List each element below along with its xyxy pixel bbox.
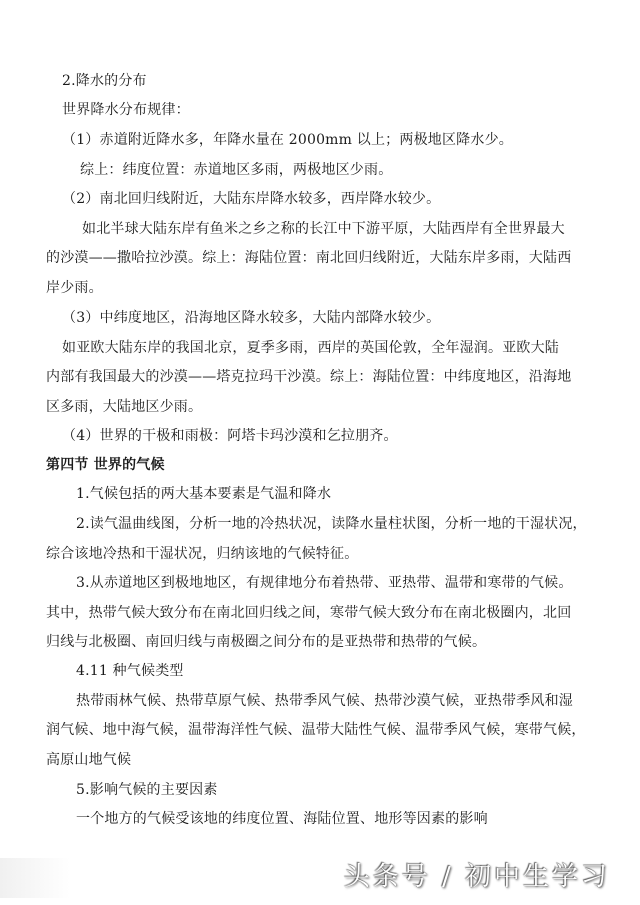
text-line-18: 3.从赤道地区到极地地区，有规律地分布着热带、亚热带、温带和寒带的气候。: [76, 575, 573, 591]
text-line-15: 1.气候包括的两大基本要素是气温和降水: [76, 486, 332, 502]
text-line-20: 归线与北极圈、南回归线与南极圈之间分布的是亚热带和热带的气候。: [46, 634, 487, 650]
section-heading: 第四节 世界的气候: [46, 457, 165, 473]
text-line-23: 润气候、地中海气候，温带海洋性气候、温带大陆性气候、温带季风气候，寒带气候，: [46, 722, 586, 738]
scan-artifact: [0, 858, 70, 898]
text-line-7: 的沙漠——撒哈拉沙漠。综上：海陆位置：南北回归线附近，大陆东岸多雨，大陆西: [46, 250, 572, 266]
text-line-22: 热带雨林气候、热带草原气候、热带季风气候、热带沙漠气候，亚热带季风和湿: [76, 693, 573, 709]
text-line-8: 岸少雨。: [46, 280, 103, 296]
text-line-4: 综上：纬度位置：赤道地区多雨，两极地区少雨。: [80, 162, 393, 178]
text-line-16: 2.读气温曲线图，分析一地的冷热状况，读降水量柱状图，分析一地的干湿状况，: [76, 516, 587, 532]
text-line-2: 世界降水分布规律：: [62, 102, 190, 118]
text-line-6: 如北半球大陆东岸有鱼米之乡之称的长江中下游平原，大陆西岸有全世界最大: [82, 221, 565, 237]
text-line-19: 其中，热带气候大致分布在南北回归线之间，寒带气候大致分布在南北极圈内，北回: [46, 605, 572, 621]
text-line-3: （1）赤道附近降水多，年降水量在 2000mm 以上；两极地区降水少。: [62, 132, 513, 148]
text-line-26: 一个地方的气候受该地的纬度位置、海陆位置、地形等因素的影响: [76, 811, 488, 827]
text-line-21: 4.11 种气候类型: [76, 663, 184, 679]
text-line-12: 区多雨，大陆地区少雨。: [46, 399, 203, 415]
text-line-9: （3）中纬度地区，沿海地区降水较多，大陆内部降水较少。: [62, 310, 441, 326]
text-line-10: 如亚欧大陆东岸的我国北京，夏季多雨，西岸的英国伦敦，全年湿润。亚欧大陆: [62, 340, 559, 356]
text-line-25: 5.影响气候的主要因素: [76, 782, 218, 798]
text-line-1: 2.降水的分布: [62, 73, 147, 89]
text-line-5: （2）南北回归线附近，大陆东岸降水较多，西岸降水较少。: [62, 191, 441, 207]
text-line-11: 内部有我国最大的沙漠——塔克拉玛干沙漠。综上：海陆位置：中纬度地区，沿海地: [46, 369, 572, 385]
text-line-17: 综合该地冷热和干湿状况，归纳该地的气候特征。: [46, 546, 359, 562]
watermark-text: 头条号 / 初中生学习: [343, 862, 610, 892]
text-line-24: 高原山地气候: [46, 752, 132, 768]
text-line-13: （4）世界的干极和雨极：阿塔卡玛沙漠和乞拉朋齐。: [62, 428, 398, 444]
